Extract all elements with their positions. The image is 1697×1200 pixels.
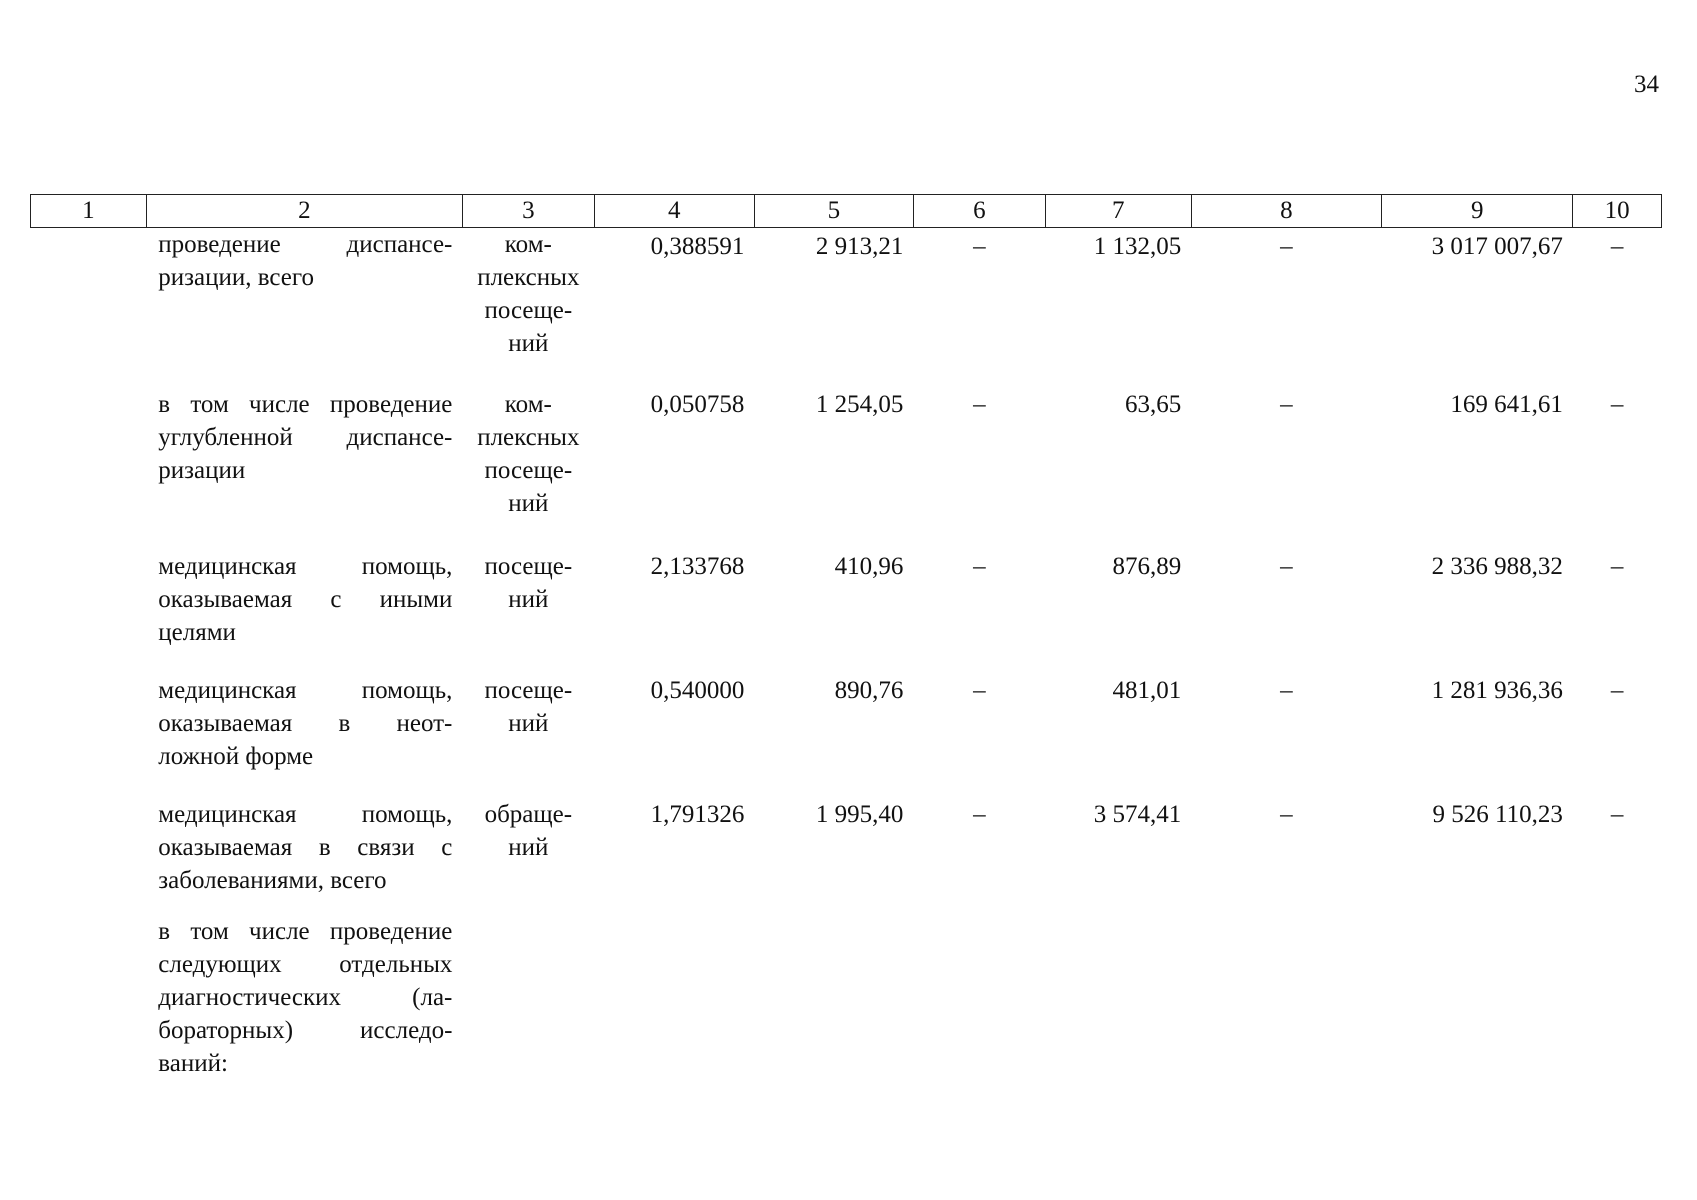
column-number-6: 6	[913, 195, 1045, 228]
cell-empty	[31, 798, 147, 915]
cell-col9: 169 641,61	[1450, 391, 1563, 418]
cell-col4: 0,388591	[650, 233, 745, 260]
row-name: медицинская помощь, оказываемая в связи с заболеваниями, всего	[158, 801, 453, 894]
table-row	[31, 228, 1662, 389]
cell-empty	[31, 915, 147, 1085]
cell-col4: 0,540000	[650, 677, 745, 704]
cell-col10: –	[1610, 391, 1624, 418]
cell-col9	[1382, 915, 1573, 1085]
column-number-1: 1	[31, 195, 147, 228]
cell-col8: –	[1280, 391, 1293, 418]
cell-col8	[1191, 915, 1381, 1085]
row-unit: обраще-ний	[484, 801, 573, 861]
cell-col4: 2,133768	[650, 553, 745, 580]
cell-col8: –	[1280, 677, 1293, 704]
cell-col5: 890,76	[834, 677, 904, 704]
tariff-table	[30, 194, 1662, 1085]
cell-col4: 0,050758	[650, 391, 745, 418]
column-number-2: 2	[146, 195, 462, 228]
column-number-10: 10	[1573, 195, 1662, 228]
page-number: 34	[1634, 71, 1659, 98]
row-unit: посеще-ний	[484, 677, 573, 737]
table-row	[31, 674, 1662, 798]
cell-col10	[1573, 915, 1662, 1085]
cell-col10: –	[1610, 677, 1624, 704]
cell-col6	[913, 915, 1045, 1085]
cell-col8: –	[1280, 233, 1293, 260]
cell-empty	[31, 388, 147, 550]
column-number-row	[31, 195, 1662, 228]
cell-col6: –	[973, 233, 986, 260]
cell-col8: –	[1280, 801, 1293, 828]
cell-col5: 2 913,21	[815, 233, 904, 260]
cell-col4	[594, 915, 754, 1085]
table-row	[31, 915, 1662, 1085]
cell-col9: 1 281 936,36	[1431, 677, 1563, 704]
cell-col10: –	[1610, 233, 1624, 260]
cell-col5: 1 254,05	[815, 391, 904, 418]
table-row	[31, 798, 1662, 915]
cell-empty	[31, 550, 147, 674]
row-name: в том числе проведение следующих отдельных диагностических (ла-бораторных) исследо-ваний:	[158, 918, 453, 1077]
row-unit: ком-плексных посеще-ний	[477, 391, 580, 517]
column-number-4: 4	[594, 195, 754, 228]
cell-col6: –	[973, 391, 986, 418]
row-unit	[462, 915, 594, 1085]
cell-col10: –	[1610, 801, 1624, 828]
table-row	[31, 388, 1662, 550]
row-name: в том числе проведение углубленной диспансе-ризации	[158, 391, 453, 484]
cell-col7: 1 132,05	[1093, 233, 1182, 260]
row-unit: посеще-ний	[484, 553, 573, 613]
cell-col5: 410,96	[834, 553, 904, 580]
column-number-7: 7	[1045, 195, 1191, 228]
cell-col7: 3 574,41	[1093, 801, 1182, 828]
cell-col9: 3 017 007,67	[1431, 233, 1563, 260]
cell-col6: –	[973, 553, 986, 580]
row-unit: ком-плексных посеще-ний	[477, 231, 580, 357]
column-number-5: 5	[754, 195, 913, 228]
row-name: медицинская помощь, оказываемая с иными целями	[158, 553, 453, 646]
table-row	[31, 550, 1662, 674]
column-number-3: 3	[462, 195, 594, 228]
cell-col7: 63,65	[1125, 391, 1182, 418]
cell-col10: –	[1610, 553, 1624, 580]
cell-col9: 2 336 988,32	[1431, 553, 1563, 580]
cell-col7: 876,89	[1112, 553, 1182, 580]
cell-empty	[31, 674, 147, 798]
cell-col4: 1,791326	[650, 801, 745, 828]
column-number-8: 8	[1191, 195, 1381, 228]
cell-col6: –	[973, 801, 986, 828]
row-name: медицинская помощь, оказываемая в неот-ложной форме	[158, 677, 453, 770]
cell-col5: 1 995,40	[815, 801, 904, 828]
cell-empty	[31, 228, 147, 389]
column-number-9: 9	[1382, 195, 1573, 228]
cell-col7: 481,01	[1112, 677, 1182, 704]
cell-col6: –	[973, 677, 986, 704]
cell-col5	[754, 915, 913, 1085]
cell-col8: –	[1280, 553, 1293, 580]
cell-col9: 9 526 110,23	[1432, 801, 1563, 828]
row-name: проведение диспансе-ризации, всего	[158, 231, 453, 291]
cell-col7	[1045, 915, 1191, 1085]
